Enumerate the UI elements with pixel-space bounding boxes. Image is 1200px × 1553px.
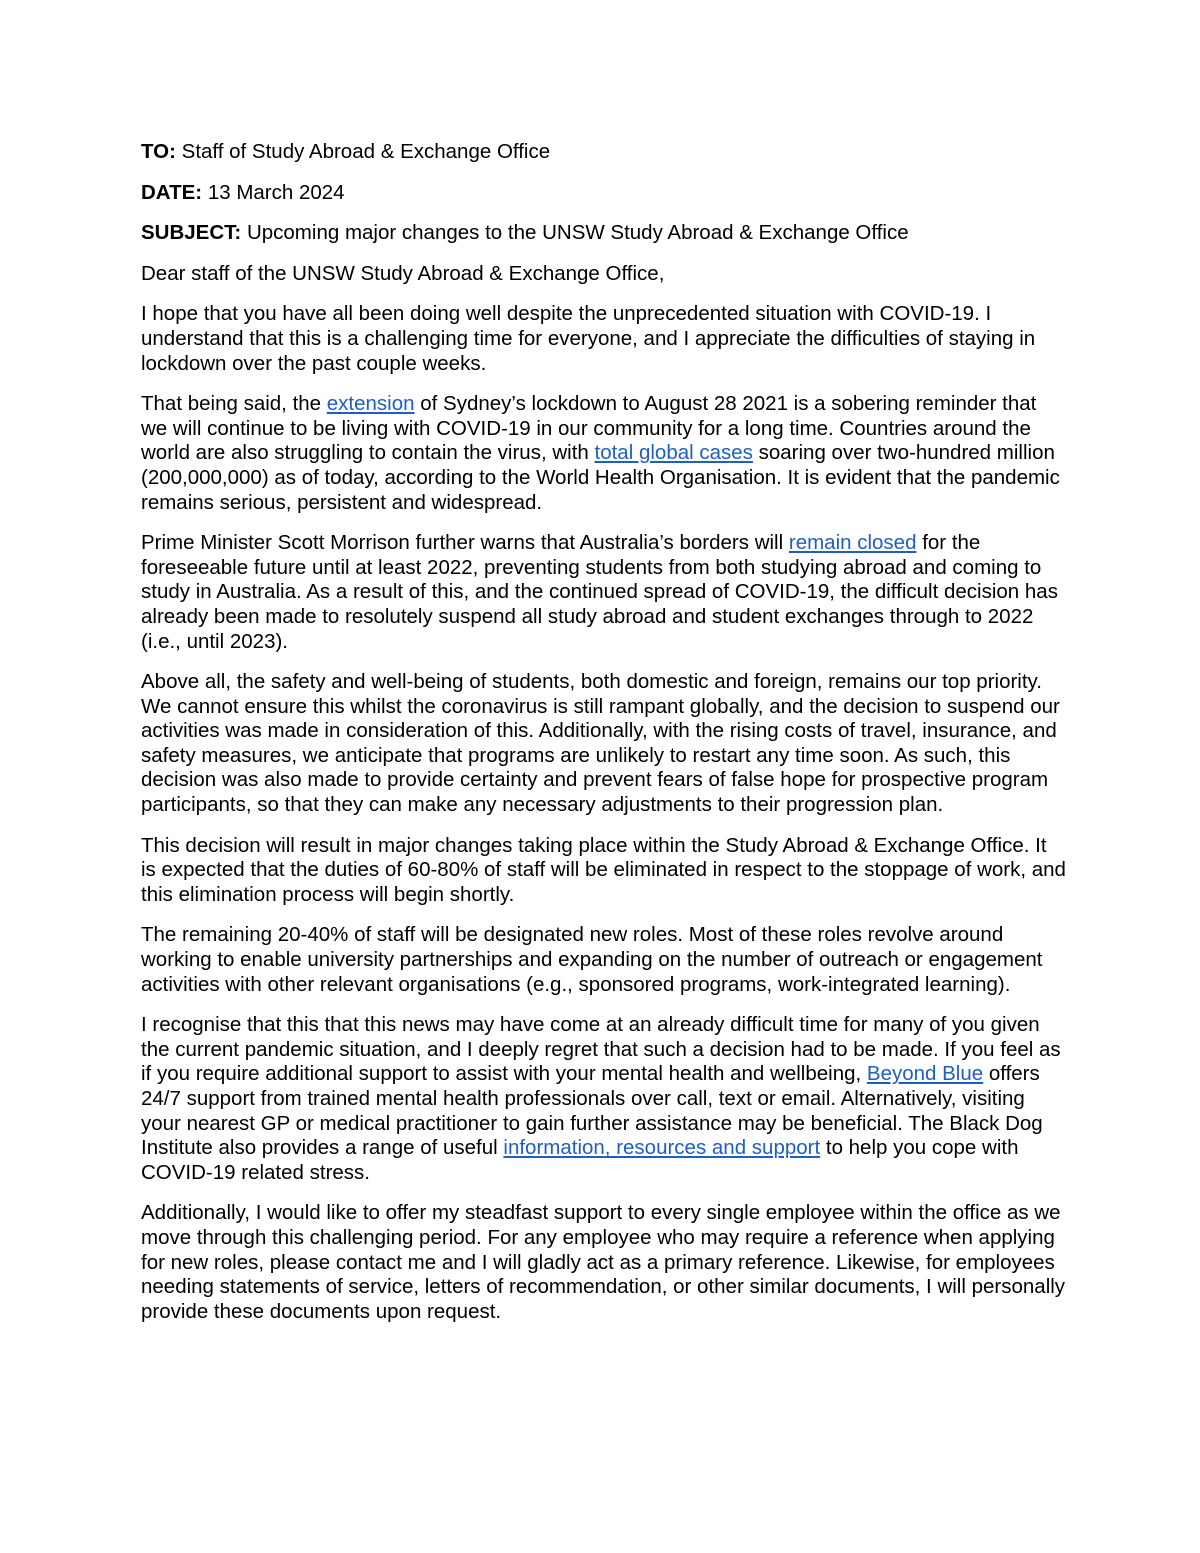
date-line [141,181,1066,206]
paragraph-5: This decision will result in major changes taking place within the Study Abroad & Exchange Office. It is expected that the duties of 60-80% of staff will be eliminated in respect to the stoppage of work, and this elimination process will begin shortly. [141,833,1066,906]
paragraph-3-text-a: Prime Minister Scott Morrison further warns that Australia’s borders will [141,531,789,555]
paragraph-3-text-b: for the foreseeable future until at least 2022, preventing students from both studying abroad and coming to study in Australia. As a result of this, and the continued spread of COVID-19, the difficult decision has already been made to resolutely suspend all study abroad and student exchanges through to 2022 (i.e., until 2023). [141,531,1058,653]
date-label: DATE: [141,180,203,204]
to-line [141,140,1066,165]
extension-link[interactable]: extension [326,392,415,416]
paragraph-2-text-b: of Sydney’s lockdown to August 28 2021 is a sobering reminder that we will continue to be living with COVID-19 in our community for a long time. Countries around the world are also struggling to contain the virus, with [141,392,1037,465]
paragraph-3 [141,531,1066,654]
paragraph-2-text-c: soaring over two-hundred million (200,000,000) as of today, according to the World Health Organisation. It is evident that the pandemic remains serious, persistent and widespread. [141,441,1060,514]
subject-label: SUBJECT: [141,221,242,245]
paragraph-2 [141,392,1066,515]
subject-value: Upcoming major changes to the UNSW Study Abroad & Exchange Office [246,221,909,245]
paragraph-4: Above all, the safety and well-being of students, both domestic and foreign, remains our top priority. We cannot ensure this whilst the coronavirus is still rampant globally, and the decision to suspend our activities was made in consideration of this. Additionally, with the rising costs of travel, insurance, and safety measures, we anticipate that programs are unlikely to restart any time soon. As such, this decision was also made to provide certainty and prevent fears of false hope for prospective program participants, so that they can make any necessary adjustments to their progression plan. [141,670,1060,817]
paragraph-2-text-a: That being said, the [141,392,327,416]
paragraph-1: I hope that you have all been doing well despite the unprecedented situation with COVID-19. I understand that this is a challenging time for everyone, and I appreciate the difficulties of staying in lockdown over the past couple weeks. [141,302,1036,375]
paragraph-6: The remaining 20-40% of staff will be designated new roles. Most of these roles revolve around working to enable university partnerships and expanding on the number of outreach or engagement activities with other relevant organisations (e.g., sponsored programs, work-integrated learning). [141,923,1043,996]
paragraph-7-text-b: offers 24/7 support from trained mental health professionals over call, text or email. Alternatively, visiting your nearest GP or medical practitioner to gain further assistance may be beneficial. The Black Dog Institute also provides a range of useful [141,1062,1043,1160]
paragraph-7 [141,1013,1066,1185]
to-value: Staff of Study Abroad & Exchange Office [181,140,551,163]
date-value: 13 March 2024 [207,180,345,204]
remain-closed-link[interactable]: remain closed [788,531,917,555]
letter-page [141,140,1066,1340]
total-global-cases-link[interactable]: total global cases [594,441,753,465]
salutation: Dear staff of the UNSW Study Abroad & Exchange Office, [141,261,665,285]
paragraph-7-text-c: to help you cope with COVID-19 related stress. [141,1136,1019,1184]
paragraph-7-text-a: I recognise that this that this news may have come at an already difficult time for many of you given the current pandemic situation, and I deeply regret that such a decision had to be made. If you feel as if you require additional support to assist with your mental health and wellbeing, [141,1013,1061,1086]
to-label: TO: [141,140,176,163]
beyond-blue-link[interactable]: Beyond Blue [866,1062,984,1086]
information-resources-support-link[interactable]: information, resources and support [503,1136,821,1160]
subject-line [141,221,1066,246]
paragraph-8: Additionally, I would like to offer my steadfast support to every single employee within the office as we move through this challenging period. For any employee who may require a reference when applying for new roles, please contact me and I will gladly act as a primary reference. Likewise, for employees needing statements of service, letters of recommendation, or other similar documents, I will personally provide these documents upon request. [141,1201,1066,1323]
